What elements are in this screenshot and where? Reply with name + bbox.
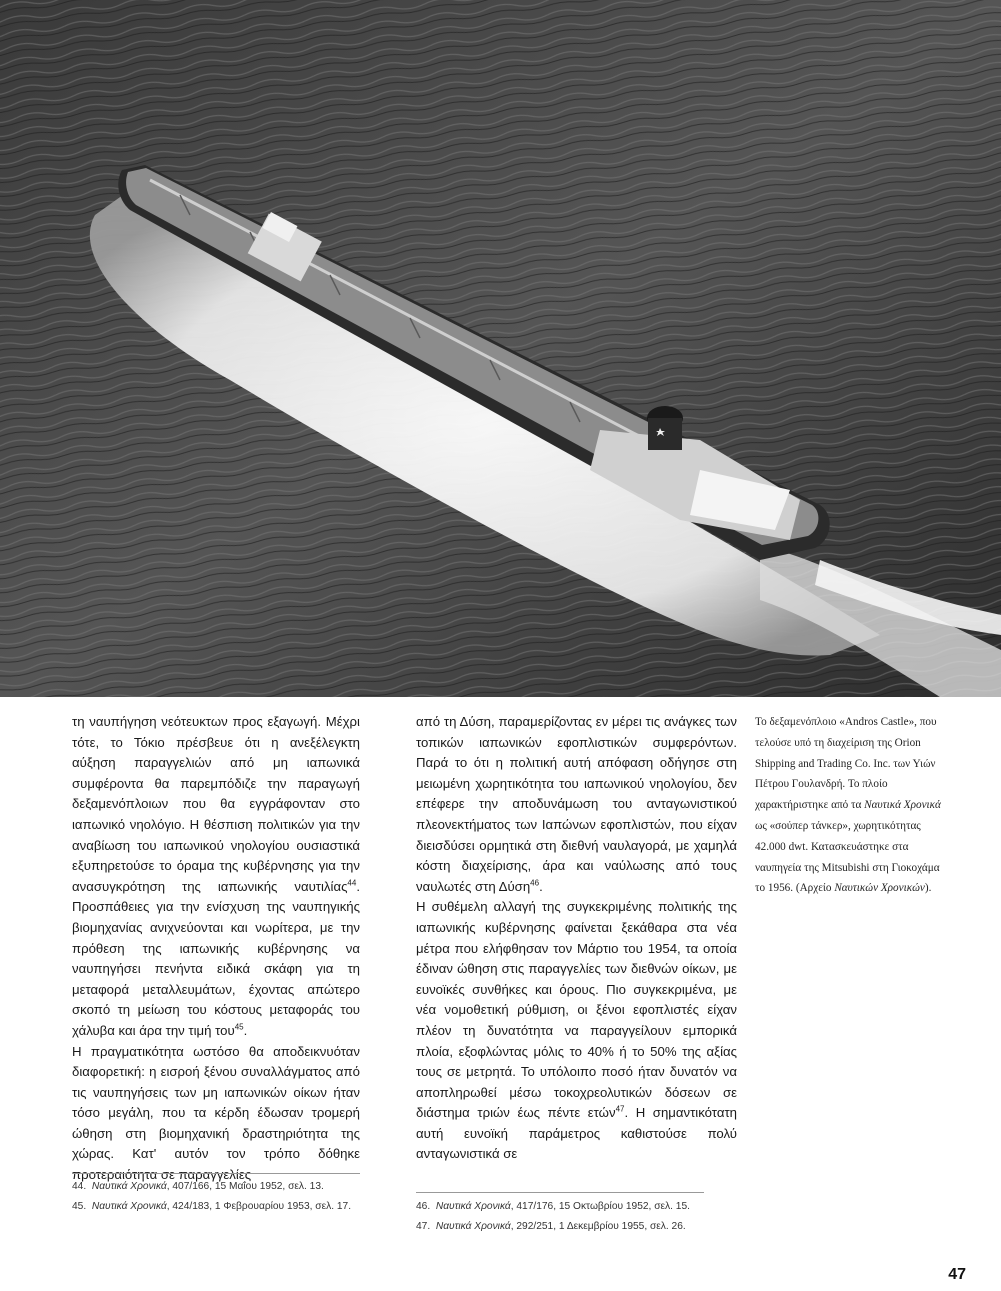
page-number: 47	[948, 1266, 966, 1283]
footnote-ref[interactable]: 47	[615, 1104, 625, 1114]
text-column-right	[416, 712, 737, 1165]
footnotes-right	[416, 1199, 736, 1238]
text-column-left	[72, 712, 360, 1186]
paragraph: Η πραγματικότητα ωστόσο θα αποδεικνυόταν διαφορετική: η εισροή ξένου συναλλάγματος από τις ναυπηγήσεις των μη ιαπωνικών οίκων ήταν τόσο μεγάλη, που τα κέρδη έδωσαν τρομερή ώθηση στη βιομηχανική δραστηριότητα της χώρας. Κατ' αυτόν τον τρόπο δόθηκε προτεραιότητα σε παραγγελίες	[72, 1043, 360, 1183]
footnote-divider	[72, 1173, 360, 1174]
footnote-ref[interactable]: 44	[347, 878, 357, 888]
footnote: 47. Ναυτικά Χρονικά, 292/251, 1 Δεκεμβρίου 1955, σελ. 26.	[416, 1220, 686, 1232]
footnote-divider	[416, 1192, 704, 1193]
paragraph: από τη Δύση, παραμερίζοντας εν μέρει τις ανάγκες των τοπικών ιαπωνικών εφοπλιστικών συμφερόντων. Παρά το ότι η πολιτική αυτή απόφαση οδήγησε στη μειωμένη χωρητικότητα του ιαπωνικού νηολογίου, δεν επέφερε την αποδυνάμωση του ανταγωνιστικού πλεονεκτήματος των Ιαπώνων εφοπλιστών, που είχαν διεισδύσει ορμητικά στη διεθνή ναυλαγορά, με χαμηλά κόστη διαχείρισης, άρα και ναύλωσης από τους ναυλωτές στη Δύση$^{46}$.	[416, 714, 737, 894]
footnote-ref[interactable]: 45	[234, 1022, 244, 1032]
paragraph: Η συθέμελη αλλαγή της συγκεκριμένης πολιτικής της ιαπωνικής κυβέρνησης φαίνεται ξεκάθαρα στα νέα μέτρα που ελήφθησαν τον Μάρτιο του 1954, τα οποία έδιναν ώθηση στις παραγγελίες των διεθνών οίκων, με ευνοϊκές συνθήκες και όρους. Πιο συγκεκριμένα, με νέα νομοθετική ρύθμιση, οι ξένοι εφοπλιστές είχαν πλέον τη δυνατότητα να παραγγείλουν εμπορικά πλοία, εξοφλώντας μόλις το 40% ή το 50% της αξίας τους σε μετρητά. Το υπόλοιπο ποσό ήταν δυνατόν να αποπληρωθεί μέσω τοκοχρεολυτικών δόσεων σε διάστημα τριών έως πέντε ετών$^{47}$. Η σημαντικότατη αυτή ευνοϊκή παράμετρος καθιστούσε πολύ ανταγωνιστικά σε	[416, 899, 738, 1162]
paragraph: τη ναυπήγηση νεότευκτων προς εξαγωγή. Μέχρι τότε, το Τόκιο πρέσβευε ότι η ανεξέλεγκτη αύξηση παραγγελιών από μη ιαπωνικά συμφέροντα θα παρεμπόδιζε την παραγωγή δεξαμενόπλοιων που θα εγγράφονταν στο ιαπωνικό νηολόγιο. Η θέσπιση πολιτικών για την αναβίωση του ιαπωνικού νηολογίου ουσιαστικά εξυπηρετούσε το όραμα της κυβέρνησης για την ανασυγκρότηση της ιαπωνικής ναυτιλίας$^{44}$. Προσπάθειες για την ενίσχυση της ναυπηγικής βιομηχανίας ανιχνεύονται και νωρίτερα, με την πρόθεση της ιαπωνικής κυβέρνησης να ναυπηγήσει πενήντα ειδικά σκάφη για τη μεταφορά μεταλλευμάτων, έχοντας απώτερο σκοπό τη μείωση του κόστους μεταφοράς του χάλυβα και άρα την τιμή του$^{45}$.	[72, 714, 360, 1038]
footnote: 46. Ναυτικά Χρονικά, 417/176, 15 Οκτωβρίου 1952, σελ. 15.	[416, 1201, 690, 1212]
photo-caption: Το δεξαμενόπλοιο «Andros Castle», που τελούσε υπό τη διαχείριση της Orion Shipping and Trading Co. Inc. των Υιών Πέτρου Γουλανδρή. Το πλοίο χαρακτήριστηκε από τα Ναυτικά Χρονικά ως «σούπερ τάνκερ», χωρητικότητας 42.000 dwt. Κατασκευάστηκε στα ναυπηγεία της Mitsubishi στη Γιοκοχάμα το 1956. (Αρχείο Ναυτικών Χρονικών).	[755, 716, 941, 895]
footnote: 45. Ναυτικά Χρονικά, 424/183, 1 Φεβρουαρίου 1953, σελ. 17.	[72, 1200, 352, 1212]
footnote-ref[interactable]: 46	[530, 878, 540, 888]
footnotes-left	[72, 1179, 362, 1218]
footnote: 44. Ναυτικά Χρονικά, 407/166, 15 Μαΐου 1952, σελ. 13.	[72, 1181, 324, 1192]
